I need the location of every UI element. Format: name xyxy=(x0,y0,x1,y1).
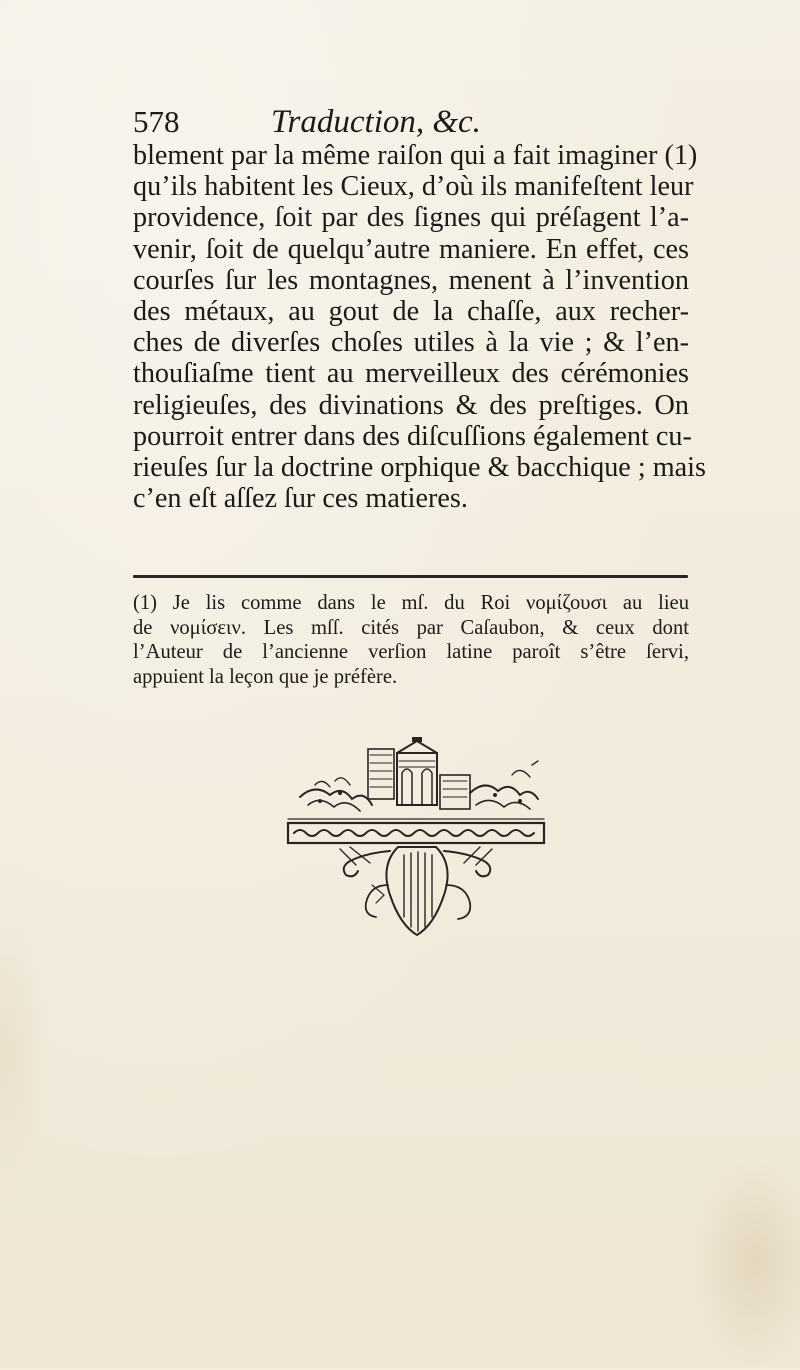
text-line: religieuſes, des divinations & des preſtiges. On xyxy=(133,389,689,421)
text-line: c’en eſt aſſez ſur ces matieres. xyxy=(133,483,468,515)
text-line: blement par la même raiſon qui a fait imaginer (1) xyxy=(133,140,698,171)
footnote xyxy=(133,591,689,689)
footnote-line: l’Auteur de l’ancienne verſion latine paroît s’être ſervi, xyxy=(133,641,689,663)
text-line: thouſiaſme tient au merveilleux des cérémonies xyxy=(133,358,689,390)
text-line: pourroit entrer dans des diſcuſſions également cu- xyxy=(133,420,692,452)
footnote-line: (1) Je lis comme dans le mſ. du Roi νομίζουσι au lieu xyxy=(133,592,689,614)
text-line: ches de diverſes choſes utiles à la vie ; & l’en- xyxy=(133,327,689,359)
text-line: courſes ſur les montagnes, menent à l’invention xyxy=(133,264,689,296)
page-header xyxy=(133,103,693,143)
running-title: Traduction, &c. xyxy=(271,104,481,140)
page-number: 578 xyxy=(133,104,180,139)
footnote-line: de νομίσειν. Les mſſ. cités par Caſaubon, & ceux dont xyxy=(133,616,689,639)
paper-stain xyxy=(0,900,50,1200)
text-line: qu’ils habitent les Cieux, d’où ils manifeſtent leur xyxy=(133,171,694,203)
footnote-rule xyxy=(133,575,688,578)
footnote-line: appuient la leçon que je préfère. xyxy=(133,665,398,688)
text-line: providence, ſoit par des ſignes qui préſagent l’a- xyxy=(133,202,689,234)
text-line: venir, ſoit de quelqu’autre maniere. En effet, ces xyxy=(133,233,689,265)
main-text xyxy=(133,140,706,515)
paper-stain xyxy=(690,1150,800,1370)
text-line: rieuſes ſur la doctrine orphique & bacchique ; mais xyxy=(133,452,706,484)
text-line: des métaux, au gout de la chaſſe, aux recher- xyxy=(133,296,689,328)
engraved-vignette-icon xyxy=(280,735,550,940)
